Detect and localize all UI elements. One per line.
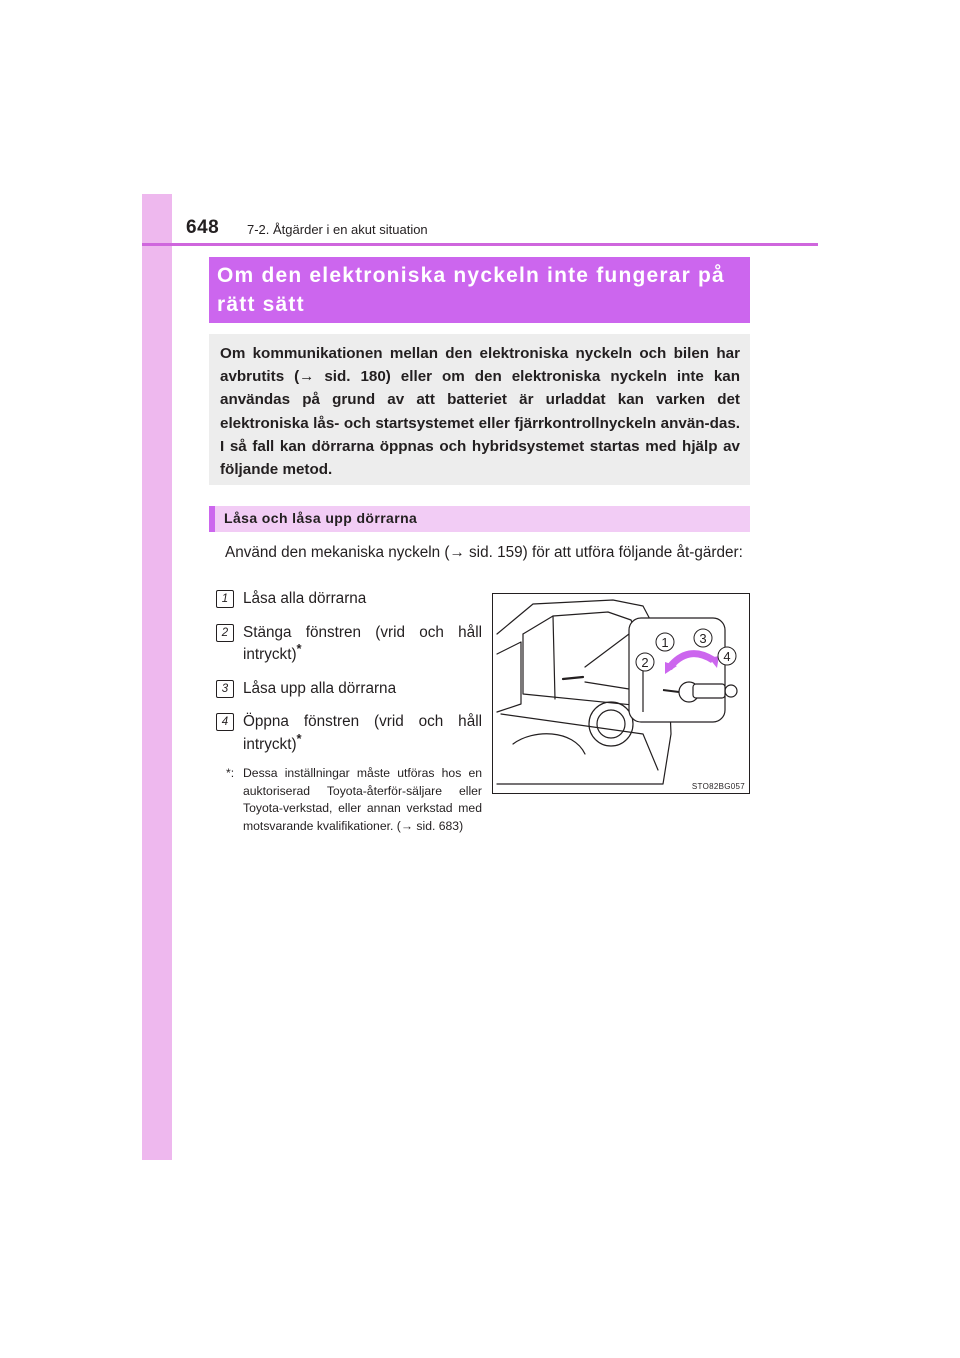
step-item [216,622,482,667]
step-item [216,588,482,611]
header-rule [142,243,818,246]
key-lock-illustration [492,593,750,794]
step-number: 1 [216,590,234,608]
footnote-mark: *: [226,766,235,780]
callout-4: 4 [723,649,731,664]
subsection-title: Låsa och låsa upp dörrarna [224,510,418,526]
step-list [216,588,482,835]
page-number: 648 [186,217,220,238]
step-text: Låsa upp alla dörrarna [243,679,397,697]
step-text: Låsa alla dörrarna [243,590,367,607]
callout-3: 3 [699,631,707,646]
footnote [216,765,482,835]
intro-paragraph: Om kommunikationen mellan den elektroniska nyckeln och bilen har avbrutits (→ sid. 180) eller om den elektroniska nyckeln inte kan användas på grund av att batteriet är urladdat kan varken det elektroniska lås- och startsystemet eller fjärrkontrollnyckeln använ-das. I så fall kan dörrarna öppnas och hybridsystemet startas med hjälp av följande metod. [209,334,750,485]
side-tab-band [142,194,172,1160]
figure-code: STO82BG057 [691,782,745,791]
section-header: 7-2. Åtgärder i en akut situation [247,222,428,237]
subsection-heading [209,506,750,532]
step-text: Stänga fönstren (vrid och håll intryckt) [243,623,482,663]
page-title: Om den elektroniska nyckeln inte fungerar på rätt sätt [209,257,750,323]
step-number: 4 [216,713,234,731]
car-door-key-drawing [493,594,749,793]
step-item [216,678,482,701]
step-text: Öppna fönstren (vrid och håll intryckt) [243,713,482,753]
subsection-accent-bar [209,506,215,532]
footnote-text: Dessa inställningar måste utföras hos en auktoriserad Toyota-återför-säljare eller Toyota-verkstad, eller annan verkstad med motsvarande kvalifikationer. (→ sid. 683) [243,766,482,833]
footnote-star: * [296,641,302,656]
callout-2: 2 [641,655,649,670]
callout-1: 1 [661,635,669,650]
step-number: 3 [216,680,234,698]
instruction-text: Använd den mekaniska nyckeln (→ sid. 159) för att utföra följande åt-gärder: [225,544,743,561]
footnote-star: * [296,730,302,746]
step-number: 2 [216,624,234,642]
step-item [216,711,482,756]
